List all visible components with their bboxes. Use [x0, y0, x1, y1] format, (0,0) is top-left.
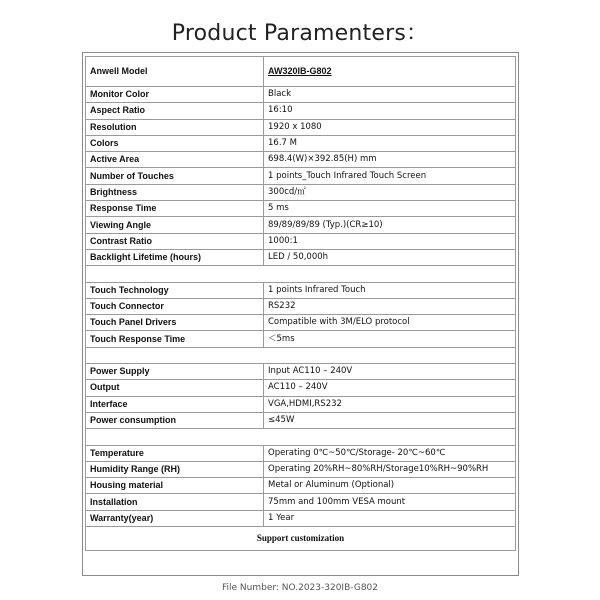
table-row [86, 331, 516, 347]
spec-label: Active Area [86, 152, 264, 168]
table-row [86, 152, 516, 168]
spec-label: Interface [86, 396, 264, 412]
spec-label: Backlight Lifetime (hours) [86, 249, 264, 265]
spec-value: ＜5ms [264, 331, 516, 347]
spec-label: Brightness [86, 184, 264, 200]
spec-label: Touch Response Time [86, 331, 264, 347]
spec-label: Aspect Ratio [86, 103, 264, 119]
table-row [86, 510, 516, 526]
spec-label: Temperature [86, 445, 264, 461]
spec-value: 698.4(W)×392.85(H) mm [264, 152, 516, 168]
support-customization-note: Support customization [86, 527, 516, 551]
spec-table-body [86, 57, 516, 551]
table-row [86, 396, 516, 412]
table-row [86, 201, 516, 217]
spec-label: Touch Panel Drivers [86, 315, 264, 331]
spec-value: 1920 x 1080 [264, 119, 516, 135]
spec-label: Resolution [86, 119, 264, 135]
spec-value: Black [264, 87, 516, 103]
spacer-cell [86, 429, 516, 445]
spec-value: Operating 20%RH~80%RH/Storage10%RH~90%RH [264, 461, 516, 477]
spacer-row [86, 347, 516, 363]
model-label: Anwell Model [86, 57, 264, 87]
spacer-row [86, 266, 516, 282]
table-row [86, 87, 516, 103]
spec-label: Output [86, 380, 264, 396]
table-row [86, 478, 516, 494]
table-row [86, 135, 516, 151]
spec-label: Viewing Angle [86, 217, 264, 233]
spec-label: Number of Touches [86, 168, 264, 184]
table-row [86, 412, 516, 428]
table-row [86, 494, 516, 510]
table-row [86, 445, 516, 461]
table-row [86, 184, 516, 200]
file-number: File Number: NO.2023-320IB-G802 [221, 583, 378, 593]
table-row [86, 217, 516, 233]
spec-label: Monitor Color [86, 87, 264, 103]
model-value: AW320IB-G802 [264, 57, 516, 87]
spec-value: 16:10 [264, 103, 516, 119]
table-row [86, 168, 516, 184]
table-row-footer [86, 527, 516, 551]
spec-label: Power consumption [86, 412, 264, 428]
spec-value: 75mm and 100mm VESA mount [264, 494, 516, 510]
spec-value: 300cd/㎡ [264, 184, 516, 200]
spec-value: 89/89/89/89 (Typ.)(CR≥10) [264, 217, 516, 233]
table-row [86, 103, 516, 119]
table-row [86, 380, 516, 396]
table-row [86, 364, 516, 380]
spec-value: 1000:1 [264, 233, 516, 249]
spec-value: AC110 – 240V [264, 380, 516, 396]
spec-value: Input AC110 – 240V [264, 364, 516, 380]
spec-value: VGA,HDMI,RS232 [264, 396, 516, 412]
table-row [86, 461, 516, 477]
page-title: Product Paramenters： [171, 21, 429, 46]
spec-value: Compatible with 3M/ELO protocol [264, 315, 516, 331]
spacer-cell [86, 347, 516, 363]
spec-label: Contrast Ratio [86, 233, 264, 249]
spec-value: LED / 50,000h [264, 249, 516, 265]
table-row-model [86, 57, 516, 87]
table-row [86, 233, 516, 249]
spec-label: Humidity Range (RH) [86, 461, 264, 477]
spec-label: Warranty(year) [86, 510, 264, 526]
spec-value: Metal or Aluminum (Optional) [264, 478, 516, 494]
spec-value: 1 points Infrared Touch [264, 282, 516, 298]
table-row [86, 249, 516, 265]
spec-value: Operating 0℃~50℃/Storage- 20℃~60℃ [264, 445, 516, 461]
spec-label: Touch Connector [86, 298, 264, 314]
table-row [86, 119, 516, 135]
spec-label: Colors [86, 135, 264, 151]
spec-label: Power Supply [86, 364, 264, 380]
table-row [86, 298, 516, 314]
spec-value: 1 points_Touch Infrared Touch Screen [264, 168, 516, 184]
spec-label: Response Time [86, 201, 264, 217]
spacer-cell [86, 266, 516, 282]
spec-label: Touch Technology [86, 282, 264, 298]
spec-value: 1 Year [264, 510, 516, 526]
spec-value: 16.7 M [264, 135, 516, 151]
spacer-row [86, 429, 516, 445]
spec-table [85, 56, 516, 551]
spec-value: 5 ms [264, 201, 516, 217]
table-row [86, 315, 516, 331]
spec-label: Installation [86, 494, 264, 510]
spec-label: Housing material [86, 478, 264, 494]
table-row [86, 282, 516, 298]
spec-value: RS232 [264, 298, 516, 314]
spec-value: ≤45W [264, 412, 516, 428]
